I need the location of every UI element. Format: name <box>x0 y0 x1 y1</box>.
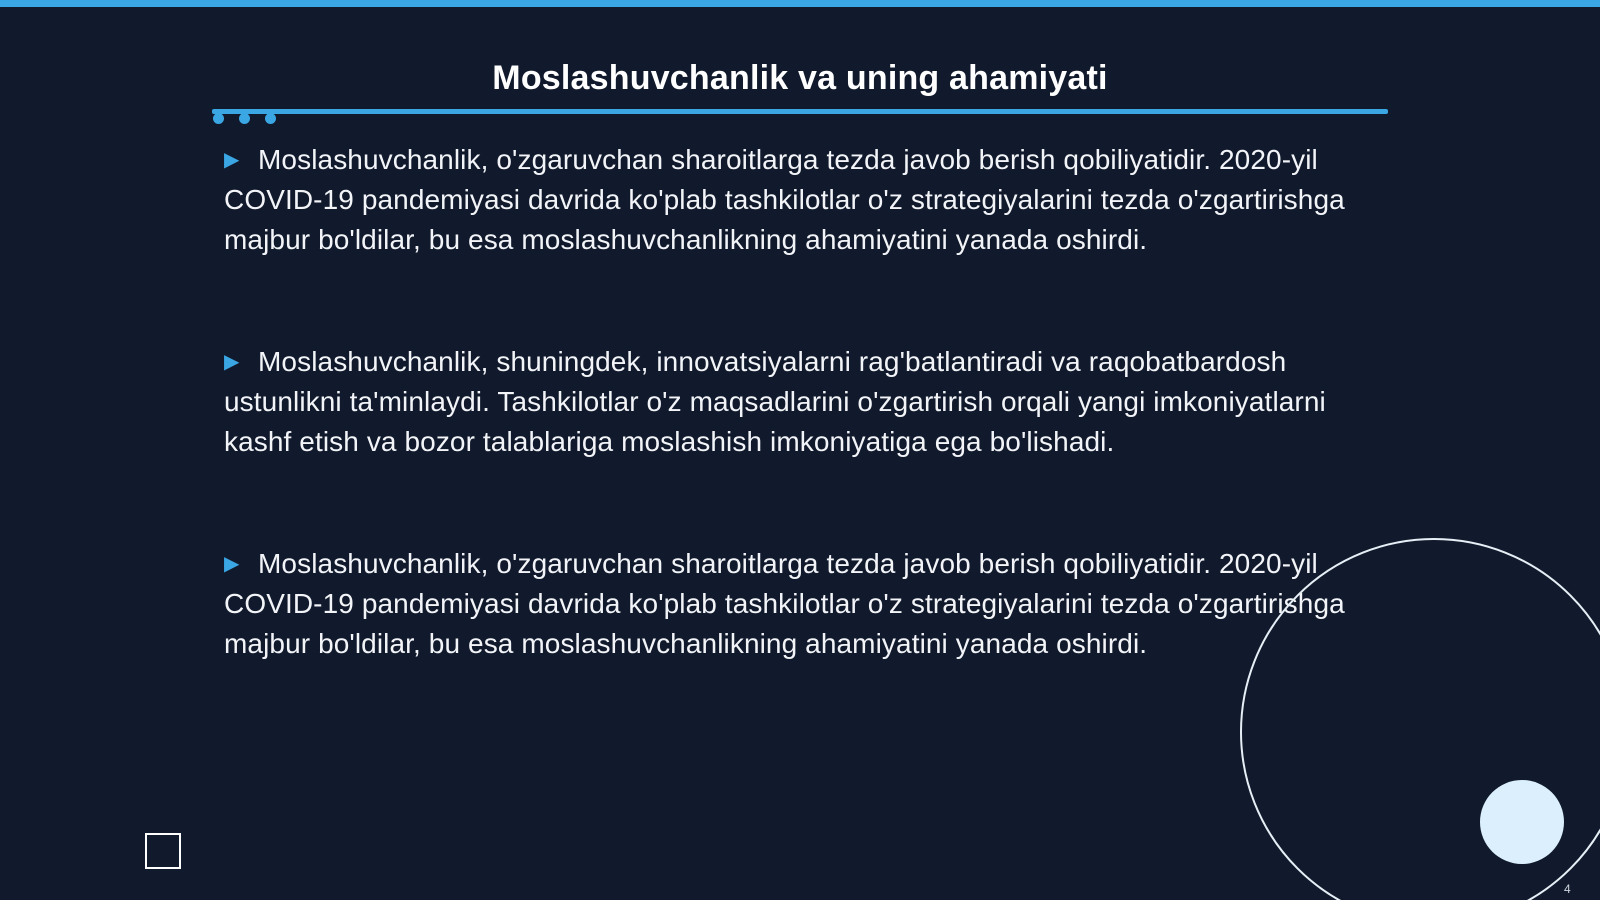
bullet-triangle-icon: ▶ <box>224 351 240 373</box>
slide-nav-square-button[interactable] <box>145 833 181 869</box>
title-underline <box>212 109 1388 114</box>
bullet-triangle-icon: ▶ <box>224 149 240 171</box>
decorative-circle <box>1480 780 1564 864</box>
bullet-triangle-icon: ▶ <box>224 553 240 575</box>
bullet-paragraph-2 <box>224 342 1376 462</box>
decorative-dot <box>265 113 276 124</box>
paragraph-text: Moslashuvchanlik, o'zgaruvchan sharoitlarga tezda javob berish qobiliyatidir. 2020-yil COVID-19 pandemiyasi davrida ko'plab tashkilotlar o'z strategiyalarini tezda o'zgartirishga majbur bo'ldilar, bu esa moslashuvchanlikning ahamiyatini yanada oshirdi. <box>224 144 1345 255</box>
top-accent-bar <box>0 0 1600 7</box>
paragraph-text: Moslashuvchanlik, shuningdek, innovatsiyalarni rag'batlantiradi va raqobatbardosh ustunlikni ta'minlaydi. Tashkilotlar o'z maqsadlarini o'zgartirish orqali yangi imkoniyatlarni kashf etish va bozor talablariga moslashish imkoniyatiga ega bo'lishadi. <box>224 346 1326 457</box>
decorative-dot <box>213 113 224 124</box>
bullet-paragraph-1 <box>224 140 1376 260</box>
paragraph-text: Moslashuvchanlik, o'zgaruvchan sharoitlarga tezda javob berish qobiliyatidir. 2020-yil COVID-19 pandemiyasi davrida ko'plab tashkilotlar o'z strategiyalarini tezda o'zgartirishga majbur bo'ldilar, bu esa moslashuvchanlikning ahamiyatini yanada oshirdi. <box>224 548 1345 659</box>
page-number: 4 <box>1564 882 1571 896</box>
bullet-paragraph-3 <box>224 544 1376 664</box>
slide-title: Moslashuvchanlik va uning ahamiyati <box>492 59 1108 97</box>
slide-body <box>224 140 1376 746</box>
decorative-dot <box>239 113 250 124</box>
